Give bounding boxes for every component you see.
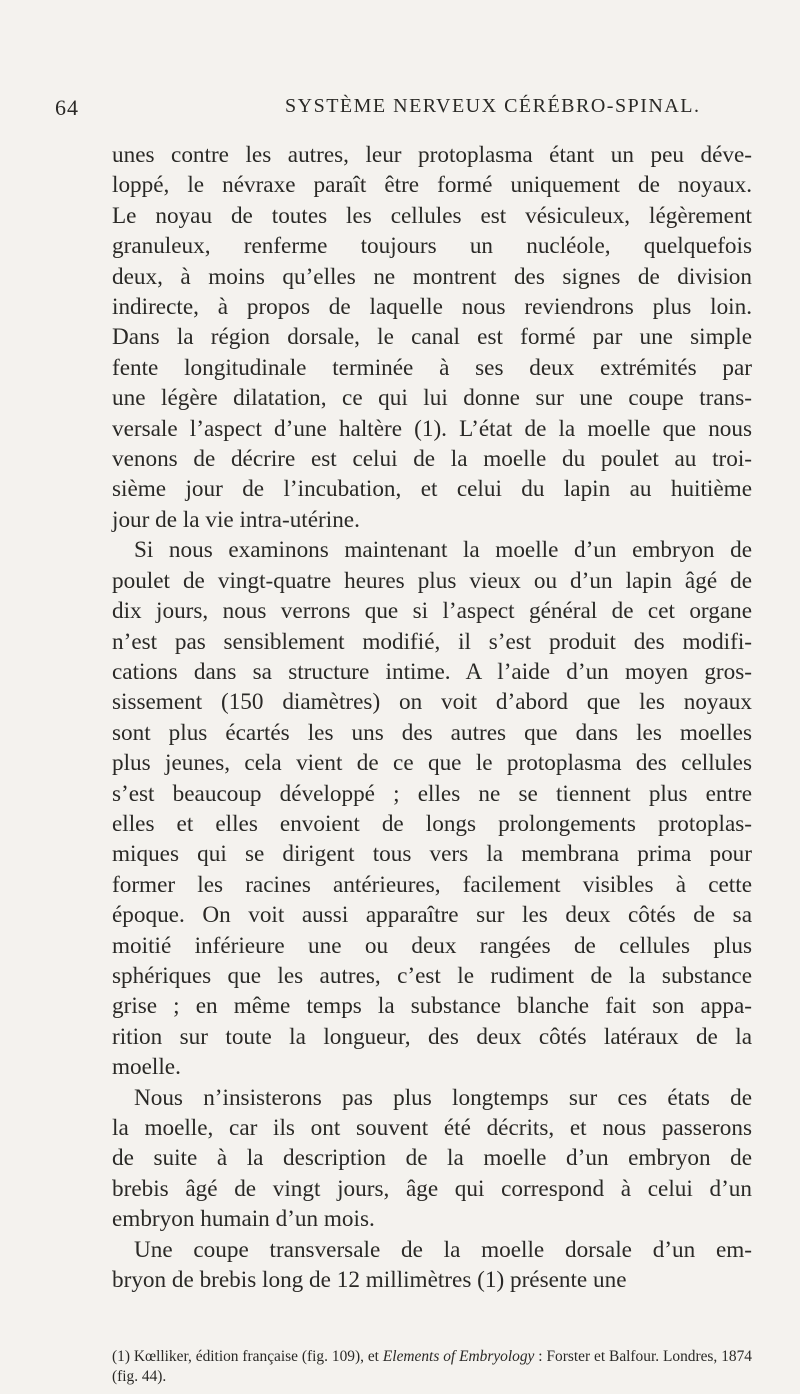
- text-line: s’est beaucoup développé ; elles ne se tiennent plus entre: [112, 780, 752, 807]
- text-line: sphériques que les autres, c’est le rudiment de la substance: [112, 962, 752, 989]
- running-title: SYSTÈME NERVEUX CÉRÉBRO-SPINAL.: [285, 95, 701, 117]
- text-line: époque. On voit aussi apparaître sur les deux côtés de sa: [112, 902, 752, 929]
- text-line: indirecte, à propos de laquelle nous reviendrons plus loin.: [112, 294, 752, 321]
- text-line: fente longitudinale terminée à ses deux extrémités par: [112, 354, 752, 381]
- footnote-text: (1) Kœlliker, édition française (fig. 109), et: [112, 1348, 383, 1365]
- text-line: former les racines antérieures, facilement visibles à cette: [112, 871, 752, 898]
- text-line: Le noyau de toutes les cellules est vésiculeux, légèrement: [112, 202, 752, 229]
- text-line: rition sur toute la longueur, des deux côtés latéraux de la: [112, 1023, 752, 1050]
- text-line: une légère dilatation, ce qui lui donne sur une coupe trans-: [112, 385, 752, 412]
- text-line: Une coupe transversale de la moelle dorsale d’un em-: [134, 1236, 752, 1263]
- text-line: jour de la vie intra-utérine.: [112, 506, 360, 533]
- text-line: miques qui se dirigent tous vers la membrana prima pour: [112, 841, 752, 868]
- page-number: 64: [55, 95, 79, 120]
- footnote-book-title: Elements of Embryology: [382, 1348, 535, 1365]
- footnotes: [112, 1347, 752, 1387]
- text-line: unes contre les autres, leur protoplasma étant un peu déve-: [112, 142, 752, 168]
- text-line: n’est pas sensiblement modifié, il s’est produit des modifi-: [112, 628, 752, 655]
- text-line: cations dans sa structure intime. A l’aide d’un moyen gros-: [112, 658, 752, 685]
- text-line: loppé, le névraxe paraît être formé uniquement de noyaux.: [112, 172, 752, 199]
- footnote: [112, 1347, 752, 1387]
- text-line: moelle.: [112, 1054, 181, 1081]
- text-line: embryon humain d’un mois.: [112, 1206, 375, 1233]
- text-line: sième jour de l’incubation, et celui du lapin au huitième: [112, 476, 752, 503]
- text-line: sissement (150 diamètres) on voit d’abord que les noyaux: [112, 689, 752, 716]
- text-line: granuleux, renferme toujours un nucléole, quelquefois: [112, 233, 752, 260]
- text-line: poulet de vingt-quatre heures plus vieux ou d’un lapin âgé de: [112, 567, 752, 594]
- text-line: brebis âgé de vingt jours, âge qui correspond à celui d’un: [112, 1175, 752, 1202]
- body-text: [112, 140, 752, 1295]
- page-header: [55, 95, 745, 135]
- text-line: de suite à la description de la moelle d’un embryon de: [112, 1145, 752, 1172]
- text-line: Nous n’insisterons pas plus longtemps sur ces états de: [134, 1084, 752, 1111]
- text-line: venons de décrire est celui de la moelle du poulet au troi-: [112, 446, 752, 473]
- text-line: grise ; en même temps la substance blanche fait son appa-: [112, 993, 752, 1020]
- text-line: bryon de brebis long de 12 millimètres (1) présente une: [112, 1267, 627, 1294]
- text-line: Si nous examinons maintenant la moelle d’un embryon de: [134, 537, 752, 564]
- text-line: plus jeunes, cela vient de ce que le protoplasma des cellules: [112, 750, 752, 777]
- text-line: dix jours, nous verrons que si l’aspect général de cet organe: [112, 598, 752, 625]
- footnote-rest: : Forster et Balfour. Londres, 1874 (fig. 44).: [112, 1348, 752, 1385]
- text-line: deux, à moins qu’elles ne montrent des signes de division: [112, 263, 752, 290]
- text-line: Dans la région dorsale, le canal est formé par une simple: [112, 324, 752, 351]
- text-line: sont plus écartés les uns des autres que dans les moelles: [112, 719, 752, 746]
- text-line: la moelle, car ils ont souvent été décrits, et nous passerons: [112, 1115, 752, 1141]
- text-line: moitié inférieure une ou deux rangées de cellules plus: [112, 932, 752, 959]
- text-line: elles et elles envoient de longs prolongements protoplas-: [112, 810, 752, 837]
- text-line: versale l’aspect d’une haltère (1). L’état de la moelle que nous: [112, 415, 752, 442]
